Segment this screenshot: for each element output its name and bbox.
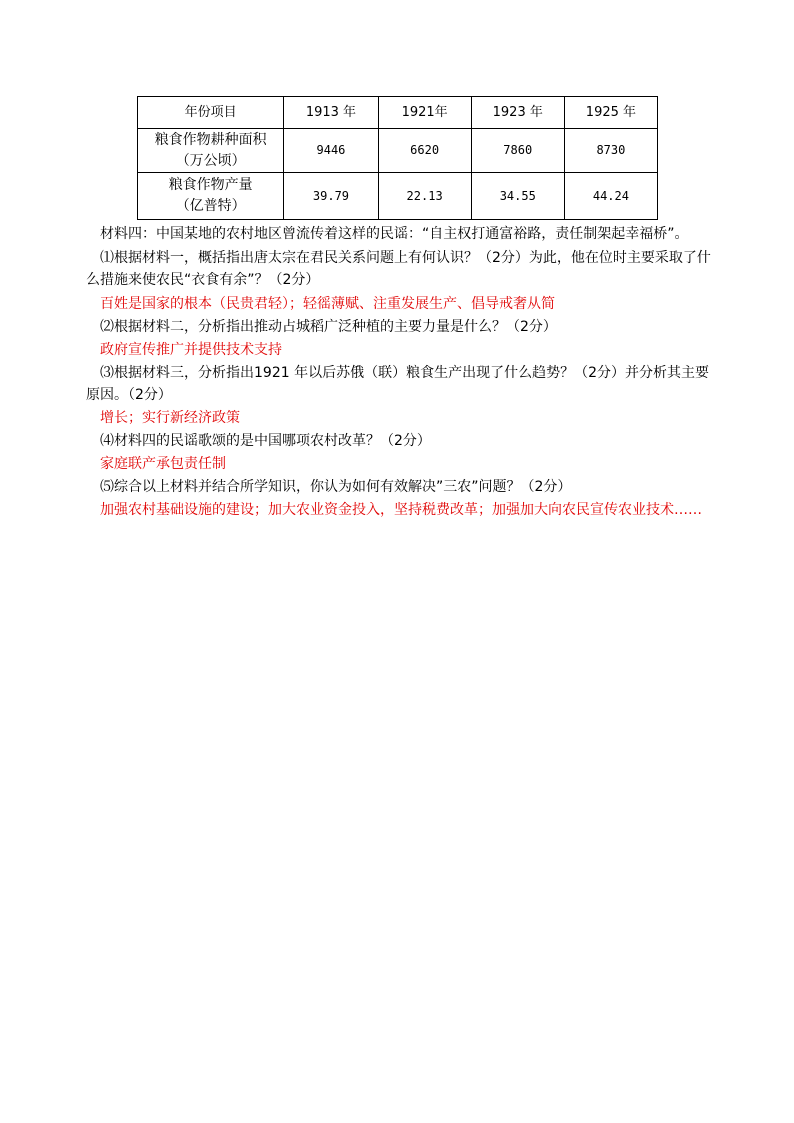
- row-label-line: （万公顷）: [175, 152, 246, 169]
- question-1-line-2: 么措施来使农民“衣食有余”？（2分）: [86, 272, 320, 288]
- answer-3: 增长；实行新经济政策: [100, 410, 240, 426]
- question-3-line-2: 原因。（2分）: [86, 387, 172, 403]
- table-header-row: [138, 97, 658, 129]
- value-cell: 39.79: [284, 173, 378, 220]
- value-cell: 22.13: [378, 173, 471, 220]
- question-3-line-1: ⑶根据材料三，分析指出1921 年以后苏俄（联）粮食生产出现了什么趋势？（2分）并分析其主要: [100, 365, 709, 381]
- header-cell: 1923 年: [471, 97, 564, 129]
- value-cell: 9446: [284, 129, 378, 173]
- row-label-cell: [138, 129, 284, 173]
- table-row: [138, 173, 658, 220]
- question-5: ⑸综合以上材料并结合所学知识，你认为如何有效解决”三农”问题？（2分）: [100, 479, 572, 495]
- table-row: [138, 129, 658, 173]
- answer-4: 家庭联产承包责任制: [100, 456, 226, 472]
- value-cell: 6620: [378, 129, 471, 173]
- row-label-cell: [138, 173, 284, 220]
- answer-5: 加强农村基础设施的建设；加大农业资金投入，坚持税费改革；加强加大向农民宣传农业技术……: [100, 502, 702, 518]
- header-cell: 年份项目: [138, 97, 284, 129]
- question-4: ⑷材料四的民谣歌颂的是中国哪项农村改革？（2分）: [100, 433, 431, 449]
- row-label-line: （亿普特）: [175, 198, 246, 214]
- header-cell: 1913 年: [284, 97, 378, 129]
- value-cell: 44.24: [564, 173, 657, 220]
- value-cell: 34.55: [471, 173, 564, 220]
- question-1-line-1: ⑴根据材料一，概括指出唐太宗在君民关系问题上有何认识？（2分）为此，他在位时主要采取了什: [100, 250, 711, 266]
- row-label-line: 粮食作物产量: [168, 177, 253, 193]
- question-2: ⑵根据材料二，分析指出推动占城稻广泛种植的主要力量是什么？（2分）: [100, 319, 557, 335]
- header-cell: 1921年: [378, 97, 471, 129]
- value-cell: 7860: [471, 129, 564, 173]
- grain-production-table: [137, 96, 658, 220]
- row-label-line: 粮食作物耕种面积: [154, 131, 267, 148]
- answer-2: 政府宣传推广并提供技术支持: [100, 342, 282, 358]
- header-cell: 1925 年: [564, 97, 657, 129]
- value-cell: 8730: [564, 129, 657, 173]
- answer-1: 百姓是国家的根本（民贵君轻）；轻徭薄赋、注重发展生产、倡导戒奢从简: [100, 296, 555, 312]
- material-four-text: 材料四：中国某地的农村地区曾流传着这样的民谣：“自主权打通富裕路，责任制架起幸福桥”。: [100, 226, 689, 242]
